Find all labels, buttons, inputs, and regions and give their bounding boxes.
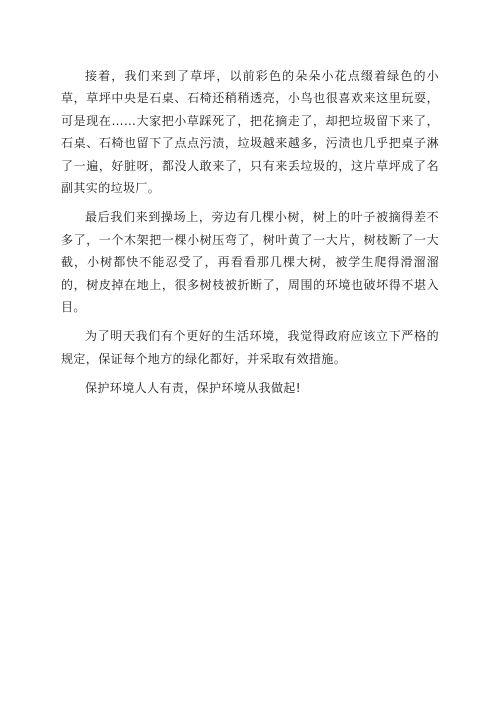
paragraph-suggestion: 为了明天我们有个更好的生活环境，我觉得政府应该立下严格的规定，保证每个地方的绿化都好，并采取有效措施。: [61, 329, 439, 366]
paragraph-slogan: 保护环境人人有责，保护环境从我做起!: [85, 381, 302, 396]
document-body: [61, 65, 439, 407]
paragraph-lawn: 接着，我们来到了草坪，以前彩色的朵朵小花点缀着绿色的小草，草坪中央是石桌、石椅还稍稍透亮，小鸟也很喜欢来这里玩耍，可是现在……大家把小草踩死了，把花摘走了，却把垃圾留下来了，石桌、石椅也留下了点点污渍，垃圾越来越多，污渍也几乎把桌子淋了一遍，好脏呀，都没人敢来了，只有来丢垃圾的，这片草坪成了名副其实的垃圾厂。: [61, 69, 439, 196]
paragraph-playground: 最后我们来到操场上，旁边有几棵小树，树上的叶子被摘得差不多了，一个木架把一棵小树压弯了，树叶黄了一大片，树枝断了一大截，小树都快不能忍受了，再看看那几棵大树，被学生爬得滑溜溜的，树皮掉在地上，很多树枝被折断了，周围的环境也破坏得不堪入目。: [61, 210, 439, 315]
